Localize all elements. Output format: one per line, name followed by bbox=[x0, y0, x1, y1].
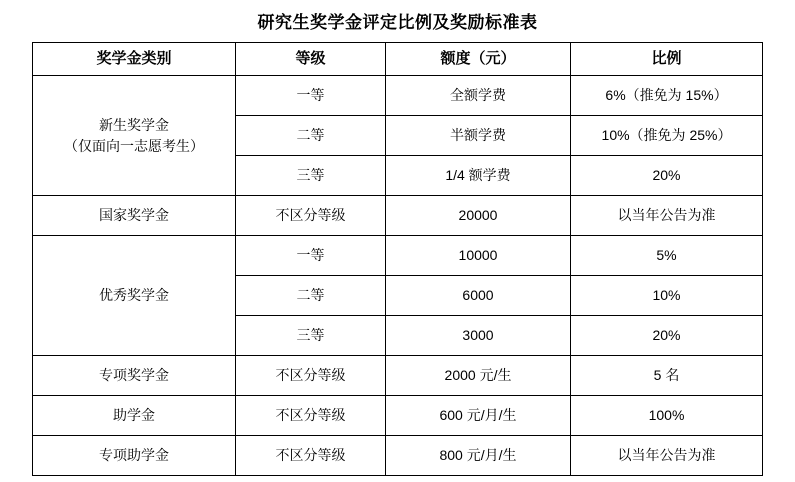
category-label: 助学金 bbox=[113, 407, 155, 424]
cell-level: 不区分等级 bbox=[236, 396, 386, 436]
table-row bbox=[33, 196, 763, 236]
column-header-level: 等级 bbox=[236, 43, 386, 76]
cell-amount: 20000 bbox=[386, 196, 571, 236]
cell-category bbox=[33, 356, 236, 396]
cell-level: 不区分等级 bbox=[236, 196, 386, 236]
cell-level: 二等 bbox=[236, 276, 386, 316]
table-body bbox=[33, 76, 763, 476]
cell-ratio: 10%（推免为 25%） bbox=[571, 116, 763, 156]
page-title: 研究生奖学金评定比例及奖励标准表 bbox=[257, 13, 538, 32]
cell-category bbox=[33, 76, 236, 196]
cell-ratio: 100% bbox=[571, 396, 763, 436]
table-row bbox=[33, 76, 763, 116]
cell-category bbox=[33, 436, 236, 476]
cell-level: 三等 bbox=[236, 156, 386, 196]
cell-ratio: 20% bbox=[571, 316, 763, 356]
table-row bbox=[33, 436, 763, 476]
category-label: （仅面向一志愿考生） bbox=[64, 137, 204, 154]
category-label: 新生奖学金 bbox=[99, 117, 169, 134]
scholarship-table bbox=[32, 42, 763, 476]
cell-level: 三等 bbox=[236, 316, 386, 356]
category-label: 专项助学金 bbox=[99, 447, 169, 464]
cell-category bbox=[33, 236, 236, 356]
cell-amount: 800 元/月/生 bbox=[386, 436, 571, 476]
cell-amount: 2000 元/生 bbox=[386, 356, 571, 396]
table-header bbox=[33, 43, 763, 76]
cell-ratio: 5% bbox=[571, 236, 763, 276]
cell-amount: 600 元/月/生 bbox=[386, 396, 571, 436]
column-header-ratio: 比例 bbox=[571, 43, 763, 76]
column-header-amount: 额度（元） bbox=[386, 43, 571, 76]
cell-amount: 10000 bbox=[386, 236, 571, 276]
cell-level: 不区分等级 bbox=[236, 356, 386, 396]
cell-amount: 1/4 额学费 bbox=[386, 156, 571, 196]
cell-ratio: 以当年公告为准 bbox=[571, 436, 763, 476]
table-row bbox=[33, 396, 763, 436]
cell-level: 二等 bbox=[236, 116, 386, 156]
table-header-row bbox=[33, 43, 763, 76]
cell-ratio: 以当年公告为准 bbox=[571, 196, 763, 236]
category-label: 国家奖学金 bbox=[99, 207, 169, 224]
table-row bbox=[33, 356, 763, 396]
cell-ratio: 5 名 bbox=[571, 356, 763, 396]
column-header-category: 奖学金类别 bbox=[33, 43, 236, 76]
cell-amount: 3000 bbox=[386, 316, 571, 356]
cell-level: 不区分等级 bbox=[236, 436, 386, 476]
cell-level: 一等 bbox=[236, 76, 386, 116]
cell-ratio: 10% bbox=[571, 276, 763, 316]
cell-category bbox=[33, 196, 236, 236]
table-row bbox=[33, 236, 763, 276]
cell-amount: 半额学费 bbox=[386, 116, 571, 156]
cell-category bbox=[33, 396, 236, 436]
cell-ratio: 6%（推免为 15%） bbox=[571, 76, 763, 116]
category-label: 专项奖学金 bbox=[99, 367, 169, 384]
cell-level: 一等 bbox=[236, 236, 386, 276]
cell-amount: 全额学费 bbox=[386, 76, 571, 116]
cell-amount: 6000 bbox=[386, 276, 571, 316]
cell-ratio: 20% bbox=[571, 156, 763, 196]
category-label: 优秀奖学金 bbox=[99, 287, 169, 304]
